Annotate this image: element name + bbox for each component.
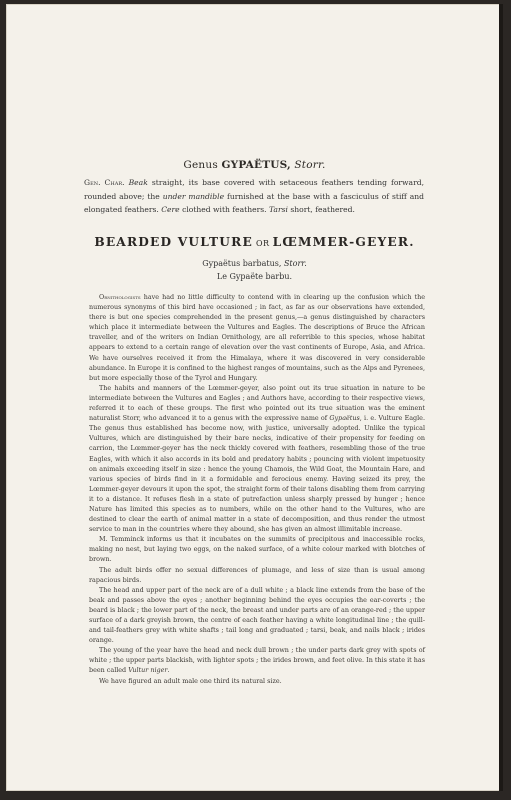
char-beak-label: Beak xyxy=(128,178,148,187)
paragraph-6-italic: Vultur niger xyxy=(128,666,168,675)
char-tarsi-text: short, feathered. xyxy=(287,205,355,215)
paragraph-1-lead: Ornithologists xyxy=(99,293,141,301)
genus-prefix: Genus xyxy=(183,159,222,171)
paragraph-1 xyxy=(89,292,425,383)
char-mandible-text: furnished at the base with a fasciculus of stiff and elongated feathers. xyxy=(84,191,424,215)
paragraph-2-text-b: , i. e. Vulture Eagle. The genus thus established has become now, with justice, universally adopted. Unlike the typical Vultures, which are distinguished by their bare necks, indicative of their propensity for feeding on carrion, the Lœmmer-geyer has the neck thickly covered with feathers, resembling those of the true Eagles, with which it also accords in its bold and predatory habits ; pouncing with violent impetuosity on animals exceeding itself in size : hence the young Chamois, the Wild Goat, the Mountain Hare, and various species of birds find in it a formidable and ferocious enemy. Having seized its prey, the Lœmmer-geyer devours it upon the spot, the straight form of their talons disabling them from carrying it to a distance. It refuses flesh in a state of putrefaction unless sharply pressed by hunger ; hence Nature has limited this species as to numbers, while on the other hand to the Vultures, who are destined to clear the earth of animal matter in a state of decomposition, and thus render the utmost service to man in the countries where they abound, she has given an almost illimitable increase. xyxy=(89,414,425,534)
paragraph-2 xyxy=(89,383,425,534)
genus-author: Storr. xyxy=(290,159,326,171)
paragraph-2-italic: Gypaëtus xyxy=(329,414,360,423)
paragraph-1-text: have had no little difficulty to contend with in clearing up the confusion which the numerous synonyms of this bird have occasioned ; in fact, as far as our observations have extended, there is but one species comprehended in the present genus,—a genus distinguished by characters which place it intermediate between the Vultures and Eagles. The descriptions of Bruce the African traveller, and of the writers on Indian Ornithology, are all referrible to this species, whose habitat appears to extend to a certain range of elevation over the vast continents of Europe, Asia, and Africa. We have ourselves received it from the Himalaya, where it was discovered in very considerable abundance. In Europe it is confined to the highest ranges of mountains, such as the Alps and Pyrenees, but more especially those of the Tyrol and Hungary. xyxy=(89,293,425,382)
char-lead: Gen. Char. xyxy=(84,178,125,187)
latin-synonym xyxy=(6,259,503,268)
char-tarsi-label: Tarsi xyxy=(268,205,288,215)
page-binding-edge xyxy=(499,4,503,791)
paragraph-5: The head and upper part of the neck are of a dull white ; a black line extends from the base of the beak and passes above the eyes ; another beginning behind the eyes occupies the ear-coverts ; the beard is black ; the lower part of the neck, the breast and under parts are of an orange-red ; the upper surface of a dark greyish brown, the centre of each feather having a white longitudinal line ; the quill- and tail-feathers grey with white shafts ; tail long and graduated ; tarsi, beak, and nails black ; irides orange. xyxy=(89,585,425,645)
generic-characters xyxy=(84,176,424,217)
paragraph-6-text-a: The young of the year have the head and neck dull brown ; the under parts dark grey with spots of white ; the upper parts blackish, with lighter spots ; the irides brown, and feet olive. In this state it has been called xyxy=(89,646,425,675)
species-heading xyxy=(6,235,503,249)
latin-synonym-author: Storr. xyxy=(283,259,307,268)
latin-synonym-name: Gypaëtus barbatus, xyxy=(202,259,284,268)
genus-name: GYPAËTUS, xyxy=(221,159,291,171)
species-title-part1: BEARDED VULTURE xyxy=(94,235,253,249)
paragraph-3: M. Temminck informs us that it incubates on the summits of precipitous and inaccessible rocks, making no nest, but laying two eggs, on the naked surface, of a white colour marked with blotches of brown. xyxy=(89,535,425,564)
paragraph-2-text-a: The habits and manners of the Lœmmer-geyer, also point out its true situation in nature to be intermediate between the Vultures and Eagles ; and Authors have, according to their respective views, referred it to each of these groups. The first who pointed out its true situation was the eminent naturalist Storr, who advanced it to a genus with the expressive name of xyxy=(89,383,425,423)
char-cere-label: Cere xyxy=(161,205,180,215)
document-page xyxy=(6,4,503,791)
french-synonym: Le Gypaëte barbu. xyxy=(216,272,293,281)
paragraph-6 xyxy=(89,645,425,675)
paragraph-7: We have figured an adult male one third its natural size. xyxy=(99,676,282,685)
char-cere-text: clothed with feathers. xyxy=(179,205,269,215)
char-beak-text: straight, its base covered with setaceous feathers tending forward, rounded above; the xyxy=(84,178,424,201)
paragraph-4: The adult birds offer no sexual differences of plumage, and less of size than is usual among rapacious birds. xyxy=(89,565,425,584)
species-title-part2: LŒMMER-GEYER. xyxy=(272,235,415,249)
char-mandible-label: under mandible xyxy=(162,191,225,201)
species-title-or: OR xyxy=(252,239,273,248)
genus-heading xyxy=(6,159,503,171)
body-text xyxy=(89,292,425,686)
paragraph-6-text-b: . xyxy=(167,666,170,675)
